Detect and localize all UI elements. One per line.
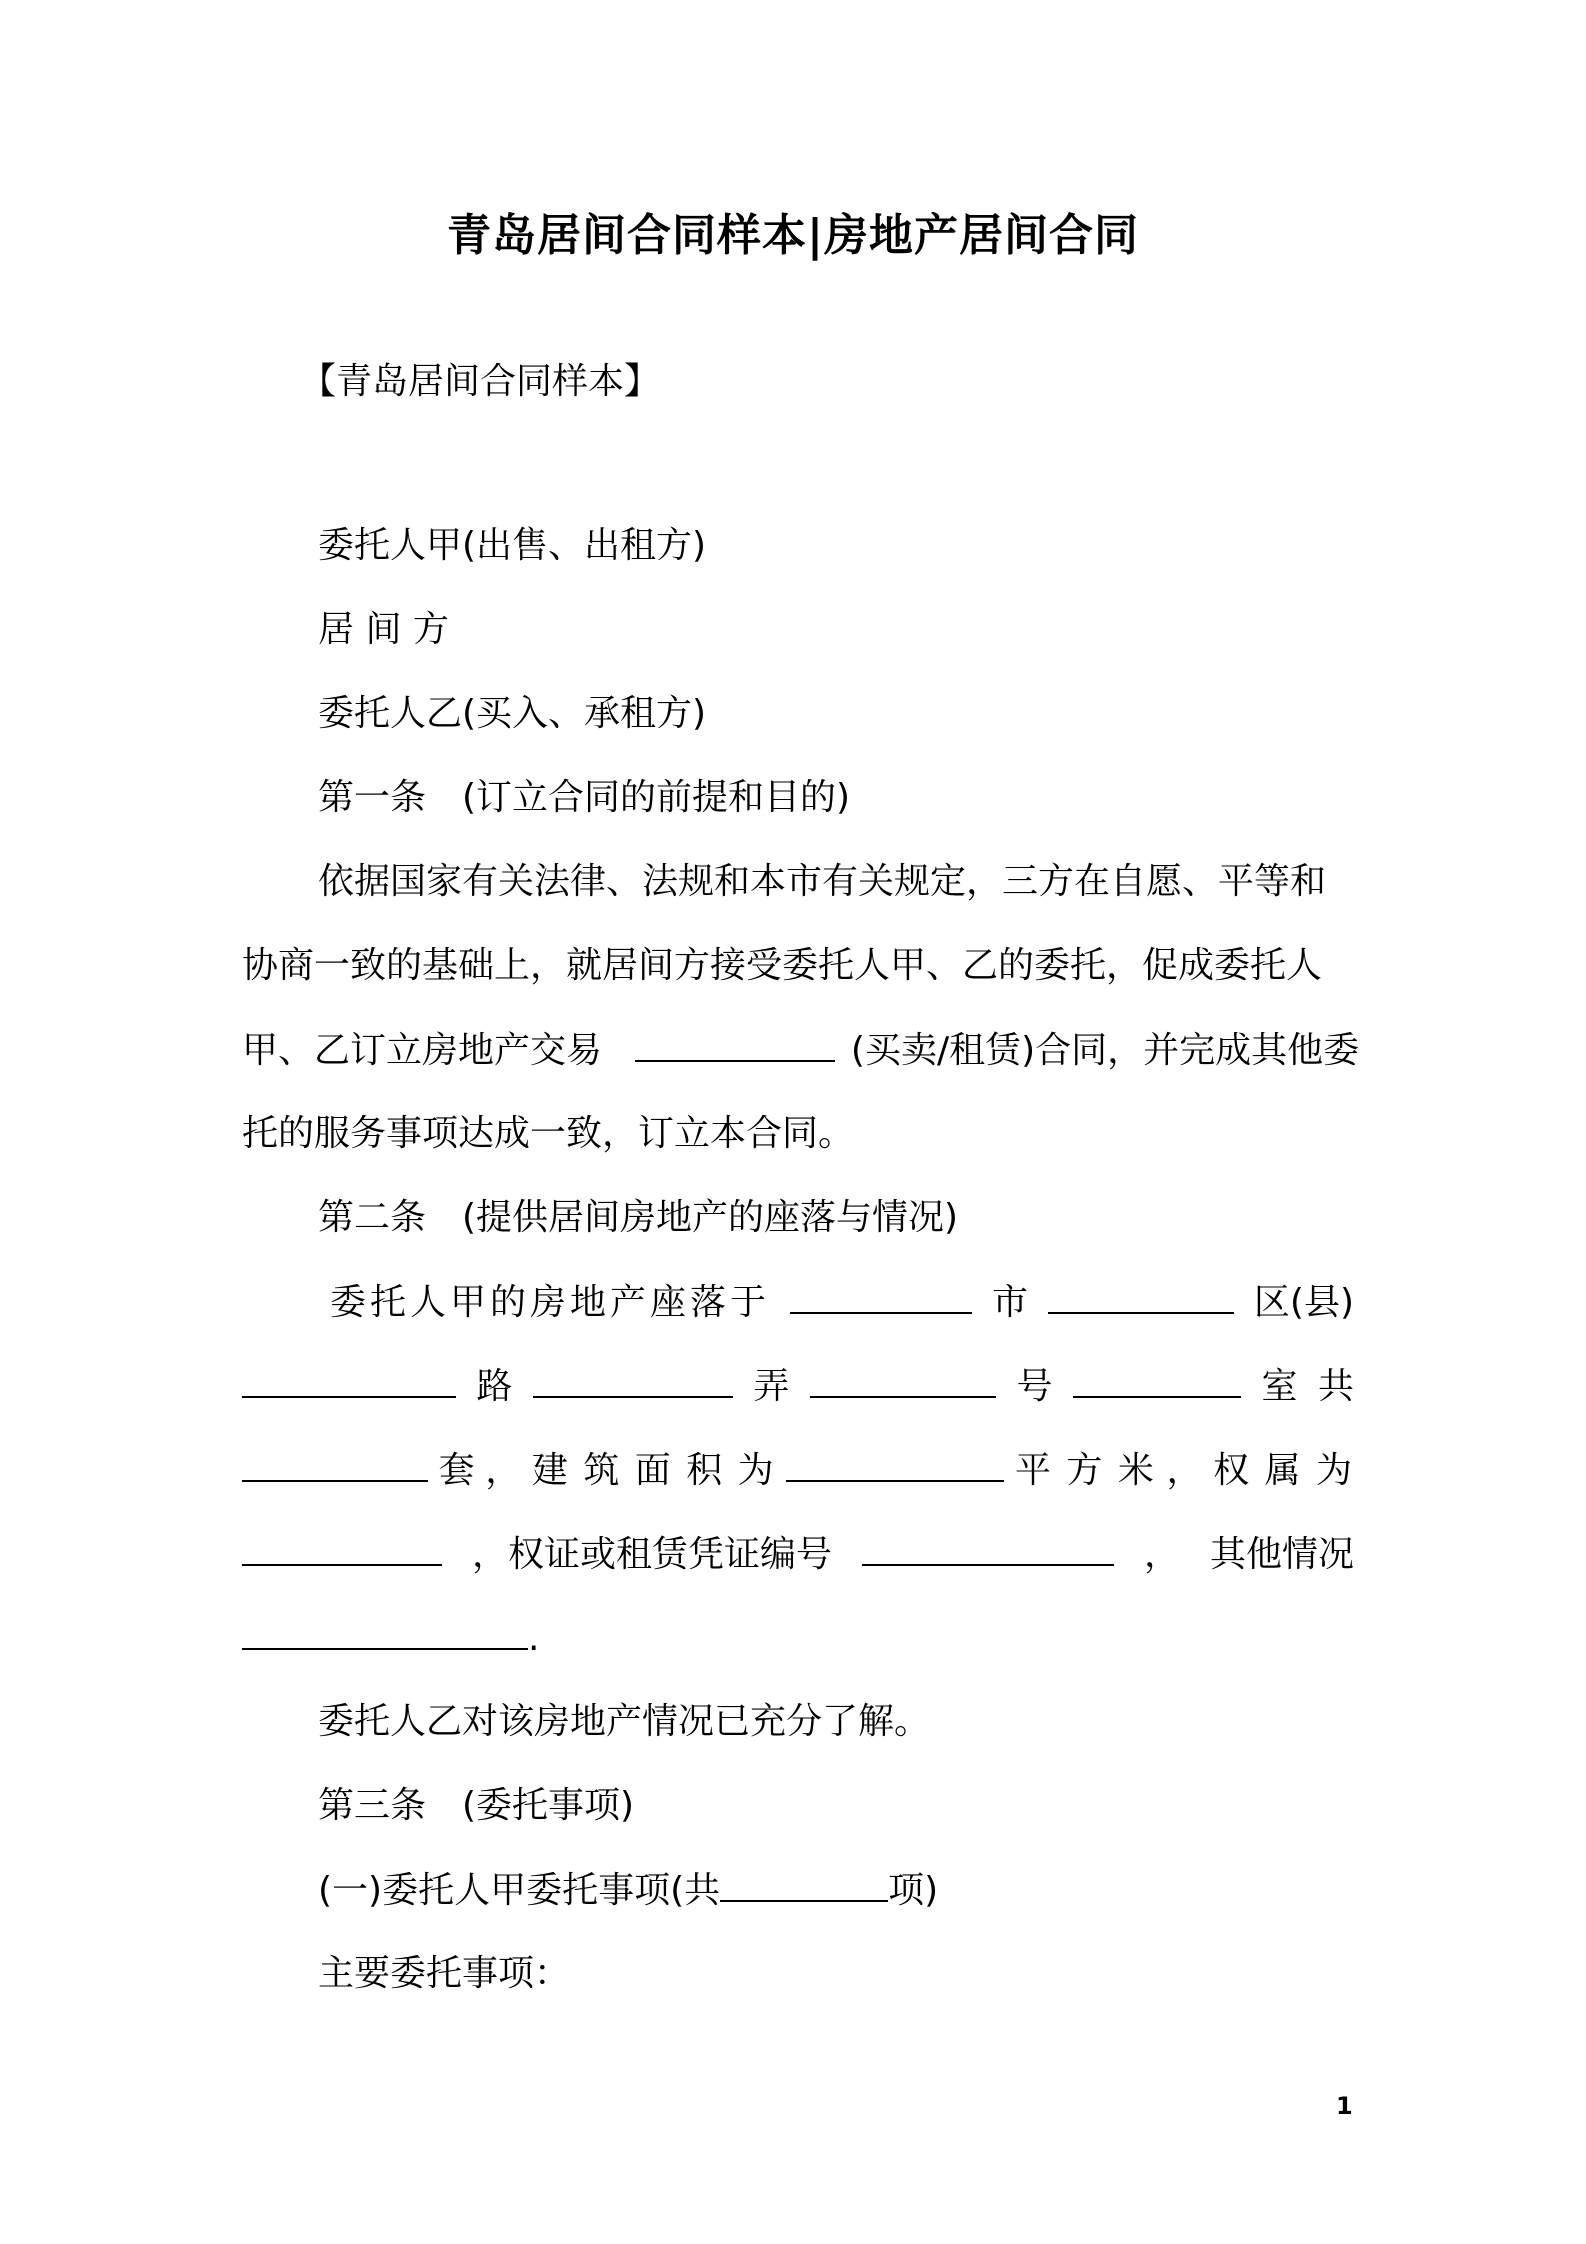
article-2-line-1 [330,1276,1354,1329]
article-3-main-items: 主要委托事项： [318,1953,571,1994]
text-segment: ， [1143,1534,1180,1575]
text-segment: . [528,1618,540,1659]
article-2-heading: 第二条 (提供居间房地产的座落与情况) [318,1197,959,1238]
page-number: 1 [1336,2092,1353,2120]
blank-field-certificate-number[interactable] [862,1528,1114,1566]
blank-field-other-info[interactable] [242,1612,528,1650]
text-segment: 甲、乙订立房地产交易 [242,1030,603,1071]
text-segment: ，权证或租赁凭证编号 [471,1534,832,1575]
article-2-line-5 [242,1612,1354,1665]
text-segment: ， [485,1450,522,1491]
article-1-line-4: 托的服务事项达成一致，订立本合同。 [242,1113,855,1154]
blank-field-district[interactable] [1048,1276,1234,1314]
text-segment: 委托人甲的房地产座落于 [330,1282,771,1323]
article-1-line-1: 依据国家有关法律、法规和本市有关规定，三方在自愿、平等和 [318,861,1327,902]
blank-field-transaction-type[interactable] [635,1024,835,1062]
party-b-label: 委托人乙(买入、承租方) [318,693,707,734]
blank-field-ownership[interactable] [242,1528,442,1566]
text-segment: 权 属 为 [1213,1450,1354,1491]
blank-field-item-count[interactable] [720,1864,888,1902]
article-2-line-4 [242,1528,1354,1581]
text-segment: ， [1166,1450,1203,1491]
text-segment: 弄 [753,1366,790,1407]
party-a-label: 委托人甲(出售、出租方) [318,525,707,566]
article-2-understanding: 委托人乙对该房地产情况已充分了解。 [318,1701,931,1742]
text-segment: 室 [1261,1366,1298,1407]
blank-field-room[interactable] [1073,1360,1241,1398]
text-segment: 项) [888,1870,939,1911]
text-segment: 路 [476,1366,513,1407]
text-segment: 其他情况 [1209,1534,1354,1575]
document-subtitle: 【青岛居间合同样本】 [300,361,661,402]
article-2-line-2 [242,1360,1354,1413]
text-segment: (一)委托人甲委托事项(共 [318,1870,721,1911]
broker-label: 居 间 方 [318,609,449,650]
blank-field-lane[interactable] [533,1360,733,1398]
blank-field-area[interactable] [786,1444,1004,1482]
text-segment: 区(县) [1253,1282,1354,1323]
article-1-heading: 第一条 (订立合同的前提和目的) [318,777,851,818]
article-1-line-2: 协商一致的基础上，就居间方接受委托人甲、乙的委托，促成委托人 [242,945,1323,986]
article-1-line-3 [242,1024,1360,1077]
blank-field-road[interactable] [242,1360,456,1398]
text-segment: 号 [1016,1366,1053,1407]
text-segment: 套 [438,1450,475,1491]
article-3-item-1 [318,1864,1430,1917]
text-segment: 市 [991,1282,1028,1323]
document-title: 青岛居间合同样本|房地产居间合同 [446,210,1140,261]
text-segment: (买卖/租赁)合同，并完成其他委 [850,1030,1360,1071]
blank-field-sets[interactable] [242,1444,428,1482]
blank-field-city[interactable] [790,1276,972,1314]
article-2-line-3 [242,1444,1354,1497]
article-3-heading: 第三条 (委托事项) [318,1785,635,1826]
text-segment: 平 方 米 [1014,1450,1156,1491]
blank-field-number[interactable] [810,1360,996,1398]
text-segment: 共 [1317,1366,1354,1407]
text-segment: 建 筑 面 积 为 [531,1450,776,1491]
